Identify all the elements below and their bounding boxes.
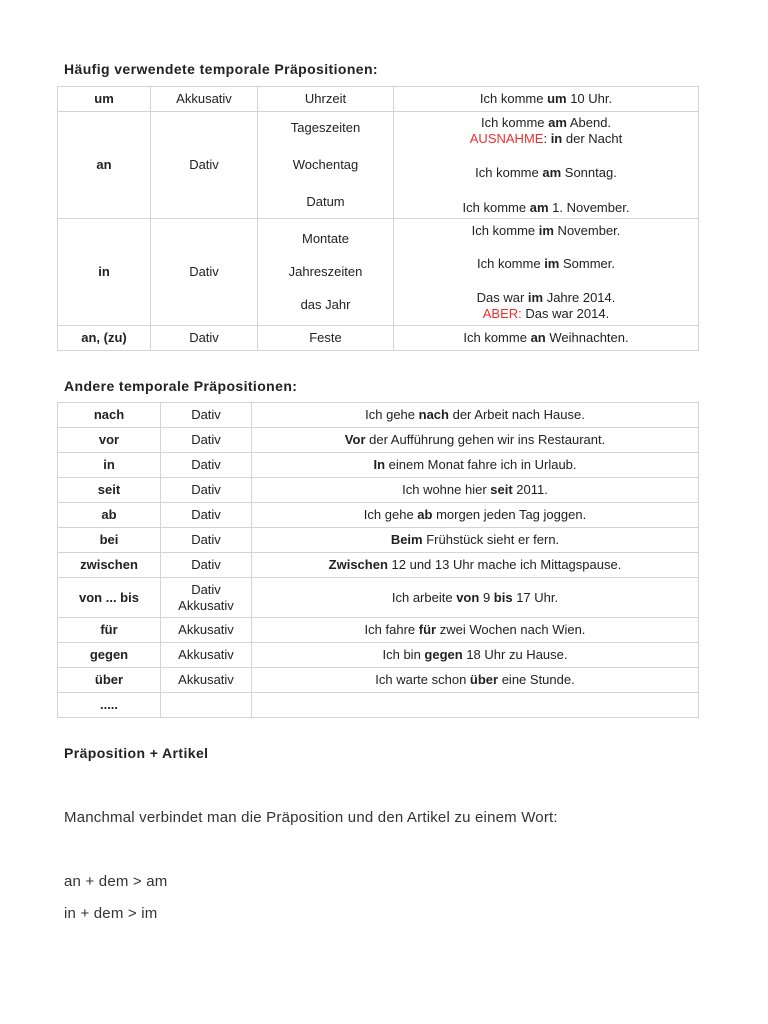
usage-cell: Tageszeiten Wochentag Datum [258, 112, 394, 219]
table-row [58, 553, 699, 578]
case-cell: Dativ [151, 326, 258, 351]
intro-text: Manchmal verbindet man die Präposition und den Artikel zu einem Wort: [64, 809, 558, 826]
usage-cell: Feste [258, 326, 394, 351]
case-cell: Dativ [161, 553, 252, 578]
example-cell: Ich arbeite von 9 bis 17 Uhr. [252, 578, 699, 618]
preposition-cell: nach [58, 403, 161, 428]
case-cell: Akkusativ [161, 643, 252, 668]
case-cell: Dativ Akkusativ [161, 578, 252, 618]
case-cell: Dativ [151, 219, 258, 326]
case-cell [161, 693, 252, 718]
case-cell: Dativ [161, 453, 252, 478]
contraction-example: in + dem > im [64, 905, 158, 922]
exception-note: AUSNAHME: in der Nacht [469, 130, 623, 146]
table-row [58, 453, 699, 478]
example-cell: Ich gehe ab morgen jeden Tag joggen. [252, 503, 699, 528]
table-row [58, 668, 699, 693]
case-cell: Akkusativ [161, 618, 252, 643]
example-cell: In einem Monat fahre ich in Urlaub. [252, 453, 699, 478]
preposition-cell: ..... [58, 693, 161, 718]
other-prepositions-table [57, 402, 699, 718]
case-cell: Dativ [161, 503, 252, 528]
preposition-cell: ab [58, 503, 161, 528]
case-cell: Dativ [161, 528, 252, 553]
table-row [58, 112, 699, 219]
preposition-cell: seit [58, 478, 161, 503]
table-row [58, 578, 699, 618]
case-cell: Akkusativ [151, 87, 258, 112]
preposition-cell: bei [58, 528, 161, 553]
example-cell: Ich komme im November. Ich komme im Sommer. Das war im Jahre 2014. ABER: Das war 2014. [394, 219, 699, 326]
section3-title: Präposition + Artikel [64, 745, 209, 761]
preposition-cell: über [58, 668, 161, 693]
table-row [58, 643, 699, 668]
preposition-cell: für [58, 618, 161, 643]
table-row [58, 478, 699, 503]
section2-title: Andere temporale Präpositionen: [64, 378, 298, 394]
case-cell: Dativ [161, 403, 252, 428]
example-cell: Ich gehe nach der Arbeit nach Hause. [252, 403, 699, 428]
table-row [58, 87, 699, 112]
preposition-cell: von ... bis [58, 578, 161, 618]
table-row [58, 428, 699, 453]
usage-cell: Montate Jahreszeiten das Jahr [258, 219, 394, 326]
preposition-cell: an, (zu) [58, 326, 151, 351]
example-cell: Ich komme um 10 Uhr. [394, 87, 699, 112]
example-cell: Ich fahre für zwei Wochen nach Wien. [252, 618, 699, 643]
case-cell: Akkusativ [161, 668, 252, 693]
example-cell: Zwischen 12 und 13 Uhr mache ich Mittagspause. [252, 553, 699, 578]
preposition-cell: an [58, 112, 151, 219]
usage-cell: Uhrzeit [258, 87, 394, 112]
preposition-cell: zwischen [58, 553, 161, 578]
preposition-cell: in [58, 453, 161, 478]
preposition-cell: in [58, 219, 151, 326]
common-prepositions-table [57, 86, 699, 351]
exception-note: ABER: Das war 2014. [482, 305, 610, 321]
section1-title: Häufig verwendete temporale Präpositionen: [64, 61, 378, 77]
preposition-cell: gegen [58, 643, 161, 668]
table-row [58, 403, 699, 428]
preposition-cell: um [58, 87, 151, 112]
case-cell: Dativ [161, 428, 252, 453]
example-cell: Ich komme an Weihnachten. [394, 326, 699, 351]
table-row [58, 219, 699, 326]
case-cell: Dativ [161, 478, 252, 503]
contraction-example: an + dem > am [64, 873, 168, 890]
example-cell: Beim Frühstück sieht er fern. [252, 528, 699, 553]
example-cell: Vor der Aufführung gehen wir ins Restaurant. [252, 428, 699, 453]
example-cell: Ich warte schon über eine Stunde. [252, 668, 699, 693]
table-row [58, 326, 699, 351]
example-cell: Ich bin gegen 18 Uhr zu Hause. [252, 643, 699, 668]
example-cell [252, 693, 699, 718]
table-row [58, 618, 699, 643]
table-row [58, 503, 699, 528]
preposition-cell: vor [58, 428, 161, 453]
table-row [58, 528, 699, 553]
example-cell: Ich komme am Abend. AUSNAHME: in der Nacht Ich komme am Sonntag. Ich komme am 1. November. [394, 112, 699, 219]
table-row [58, 693, 699, 718]
case-cell: Dativ [151, 112, 258, 219]
example-cell: Ich wohne hier seit 2011. [252, 478, 699, 503]
